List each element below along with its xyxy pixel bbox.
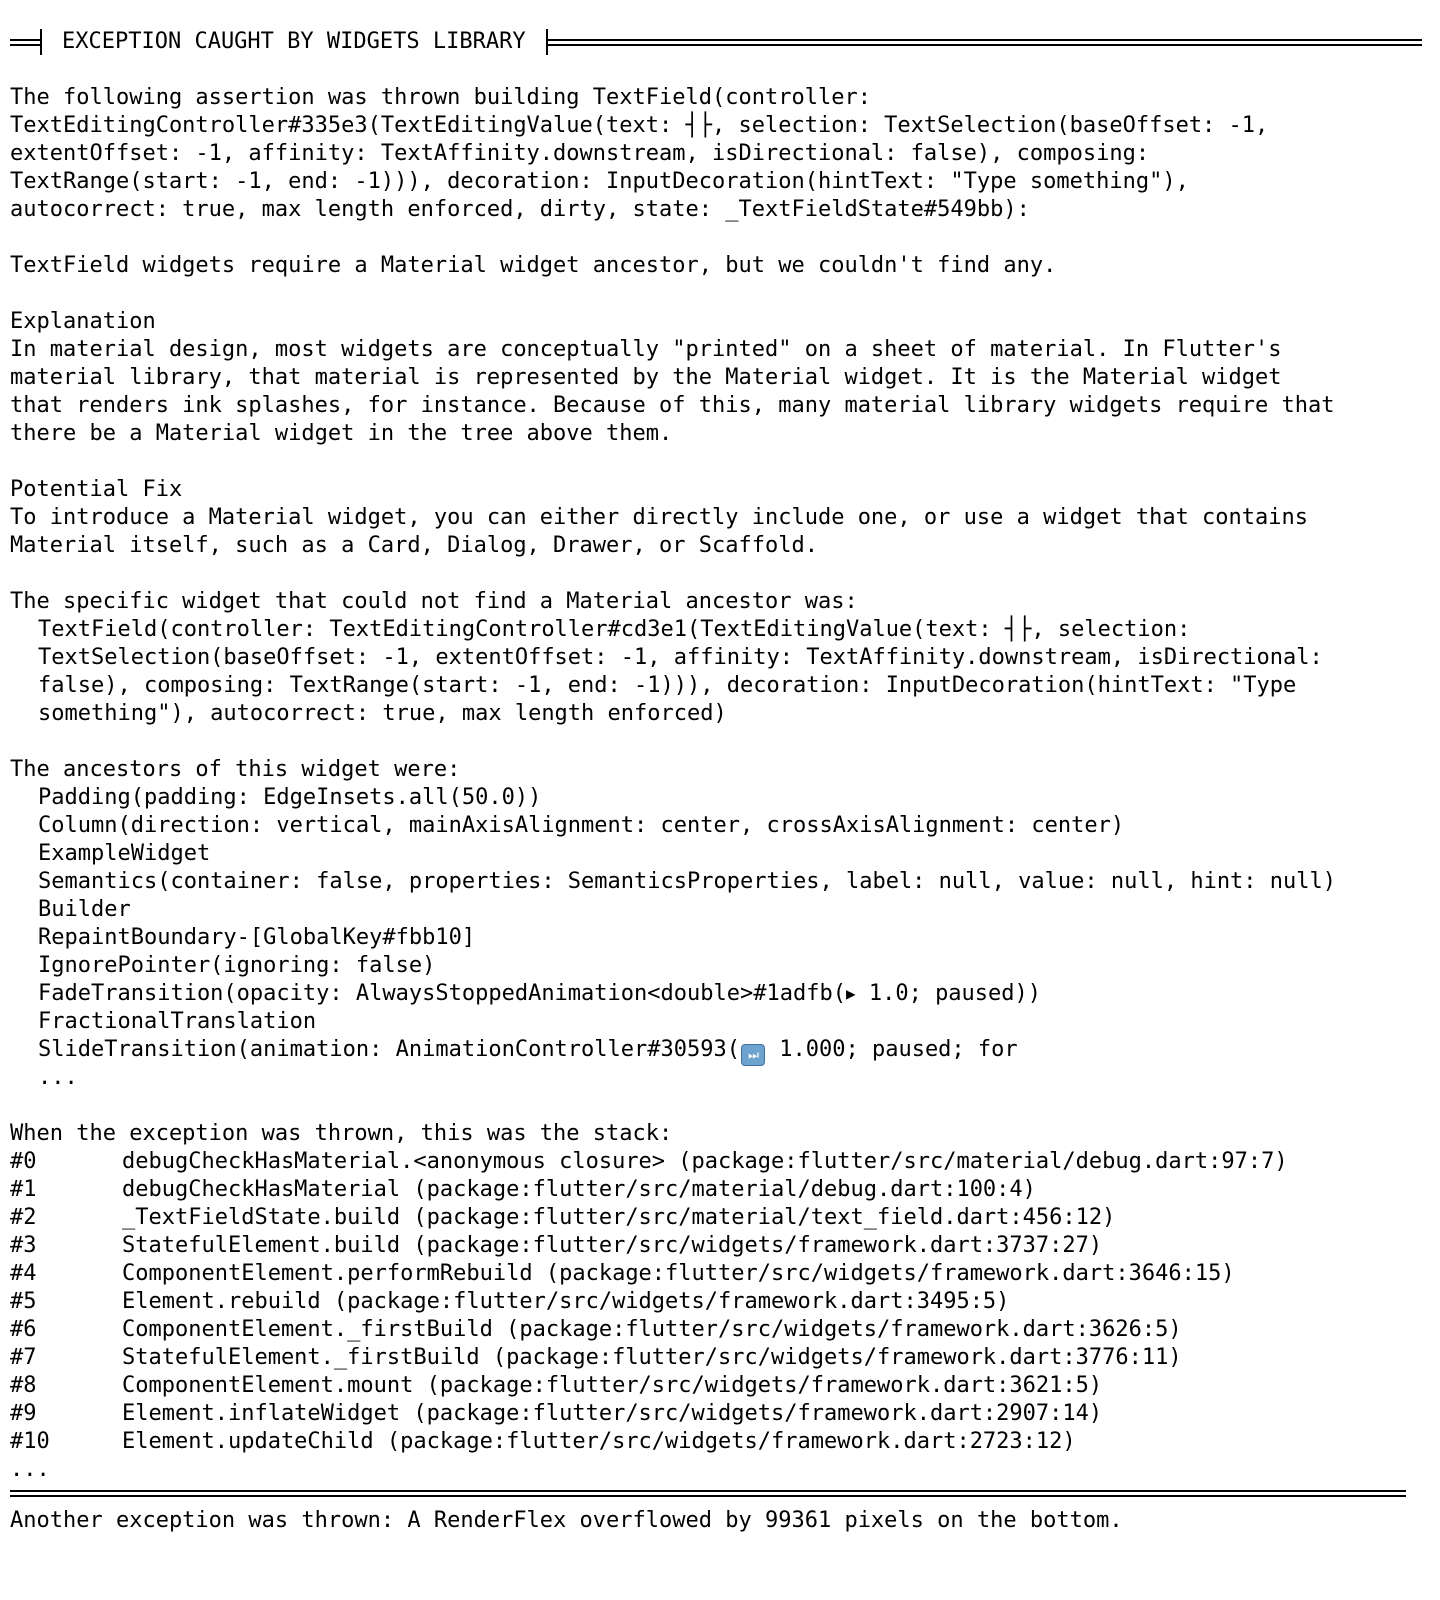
assertion-line: The following assertion was thrown building TextField(controller:: [10, 85, 871, 110]
stack-frame: [10, 1372, 1430, 1400]
frame-number: #5: [10, 1289, 37, 1314]
frame-location: StatefulElement._firstBuild (package:flutter/src/widgets/framework.dart:3776:11): [122, 1345, 1182, 1370]
ancestor-item: Semantics(container: false, properties: SemanticsProperties, label: null, value: null, hint: null): [38, 869, 1337, 894]
frame-number: #10: [10, 1429, 50, 1454]
potential-fix-section: [10, 476, 1430, 560]
frame-number: #0: [10, 1149, 37, 1174]
explanation-line: In material design, most widgets are conceptually "printed" on a sheet of material. In Flutter's: [10, 337, 1282, 362]
ancestors-ellipsis: ...: [38, 1065, 78, 1090]
play-icon: ▶: [845, 984, 856, 1003]
fade-suffix: 1.0; paused)): [855, 981, 1042, 1006]
fast-forward-icon: ⏭: [741, 1044, 765, 1066]
ancestor-item: RepaintBoundary-[GlobalKey#fbb10]: [38, 925, 476, 950]
fade-prefix: FadeTransition(opacity: AlwaysStoppedAnimation<double>#1adfb(: [38, 981, 846, 1006]
stack-frame: [10, 1428, 1430, 1456]
frame-number: #7: [10, 1345, 37, 1370]
stack-trace-section: [10, 1120, 1430, 1484]
error-message: TextField widgets require a Material widget ancestor, but we couldn't find any.: [10, 253, 1057, 278]
frame-location: ComponentElement.mount (package:flutter/src/widgets/framework.dart:3621:5): [122, 1373, 1103, 1398]
frame-location: debugCheckHasMaterial.<anonymous closure> (package:flutter/src/material/debug.dart:97:7): [122, 1149, 1288, 1174]
frame-location: ComponentElement.performRebuild (package:flutter/src/widgets/framework.dart:3646:15): [122, 1261, 1235, 1286]
stack-frame: [10, 1260, 1430, 1288]
stack-frame: [10, 1232, 1430, 1260]
slide-prefix: SlideTransition(animation: AnimationController#30593(: [38, 1037, 740, 1062]
ancestor-item: FractionalTranslation: [38, 1009, 317, 1034]
frame-location: Element.inflateWidget (package:flutter/src/widgets/framework.dart:2907:14): [122, 1401, 1103, 1426]
assertion-line: TextEditingController#335e3(TextEditingValue(text: ┤├, selection: TextSelection(baseOffset: -1,: [10, 113, 1269, 138]
frame-number: #6: [10, 1317, 37, 1342]
frame-location: _TextFieldState.build (package:flutter/src/material/text_field.dart:456:12): [122, 1205, 1116, 1230]
stack-frame: [10, 1204, 1430, 1232]
ancestor-item: Padding(padding: EdgeInsets.all(50.0)): [38, 785, 542, 810]
frame-number: #8: [10, 1373, 37, 1398]
assertion-line: autocorrect: true, max length enforced, dirty, state: _TextFieldState#549bb):: [10, 197, 1030, 222]
stack-frame: [10, 1344, 1430, 1372]
fix-heading: Potential Fix: [10, 477, 183, 502]
ancestor-item: Column(direction: vertical, mainAxisAlignment: center, crossAxisAlignment: center): [38, 813, 1125, 838]
frame-location: debugCheckHasMaterial (package:flutter/src/material/debug.dart:100:4): [122, 1177, 1036, 1202]
frame-number: #3: [10, 1233, 37, 1258]
specific-line: TextSelection(baseOffset: -1, extentOffset: -1, affinity: TextAffinity.downstream, isDirectional:: [38, 645, 1323, 670]
exception-header: [10, 26, 1422, 58]
frame-number: #4: [10, 1261, 37, 1286]
header-rule-right: [548, 39, 1422, 46]
stack-frame: [10, 1148, 1430, 1176]
console-output[interactable]: [10, 84, 1430, 1535]
stack-heading: When the exception was thrown, this was the stack:: [10, 1121, 673, 1146]
frame-number: #1: [10, 1177, 37, 1202]
slide-suffix: 1.000; paused; for: [766, 1037, 1018, 1062]
fix-line: Material itself, such as a Card, Dialog, Drawer, or Scaffold.: [10, 533, 818, 558]
explanation-line: there be a Material widget in the tree above them.: [10, 421, 673, 446]
header-rule-left: [10, 39, 40, 46]
frame-location: Element.updateChild (package:flutter/src/widgets/framework.dart:2723:12): [122, 1429, 1076, 1454]
stack-frame: [10, 1400, 1430, 1428]
assertion-line: TextRange(start: -1, end: -1))), decoration: InputDecoration(hintText: "Type something"),: [10, 169, 1189, 194]
ancestor-item: ExampleWidget: [38, 841, 211, 866]
frame-location: ComponentElement._firstBuild (package:flutter/src/widgets/framework.dart:3626:5): [122, 1317, 1182, 1342]
another-exception-message: Another exception was thrown: A RenderFlex overflowed by 99361 pixels on the bottom.: [10, 1508, 1123, 1533]
frame-location: Element.rebuild (package:flutter/src/widgets/framework.dart:3495:5): [122, 1289, 1010, 1314]
stack-ellipsis: ...: [10, 1457, 50, 1482]
ancestor-item: IgnorePointer(ignoring: false): [38, 953, 436, 978]
explanation-heading: Explanation: [10, 309, 156, 334]
ancestors-heading: The ancestors of this widget were:: [10, 757, 461, 782]
assertion-block: [10, 84, 1430, 224]
stack-frame: [10, 1176, 1430, 1204]
frame-number: #9: [10, 1401, 37, 1426]
frame-number: #2: [10, 1205, 37, 1230]
specific-line: TextField(controller: TextEditingController#cd3e1(TextEditingValue(text: ┤├, selection:: [38, 617, 1191, 642]
explanation-line: that renders ink splashes, for instance. Because of this, many material library widgets require that: [10, 393, 1335, 418]
exception-title: EXCEPTION CAUGHT BY WIDGETS LIBRARY: [62, 29, 526, 54]
assertion-line: extentOffset: -1, affinity: TextAffinity.downstream, isDirectional: false), composing:: [10, 141, 1150, 166]
ancestors-section: [10, 756, 1430, 1092]
ancestor-item-slide-transition: [10, 1036, 1430, 1064]
ancestor-item-fade-transition: [10, 980, 1430, 1008]
ancestor-item: Builder: [38, 897, 131, 922]
footer-rule: [10, 1490, 1406, 1497]
frame-location: StatefulElement.build (package:flutter/src/widgets/framework.dart:3737:27): [122, 1233, 1103, 1258]
explanation-line: material library, that material is represented by the Material widget. It is the Material widget: [10, 365, 1282, 390]
specific-heading: The specific widget that could not find a Material ancestor was:: [10, 589, 858, 614]
stack-frame: [10, 1288, 1430, 1316]
fix-line: To introduce a Material widget, you can either directly include one, or use a widget that contains: [10, 505, 1309, 530]
stack-frame: [10, 1316, 1430, 1344]
specific-line: something"), autocorrect: true, max length enforced): [38, 701, 727, 726]
specific-widget-section: [10, 588, 1430, 728]
explanation-section: [10, 308, 1430, 448]
specific-line: false), composing: TextRange(start: -1, end: -1))), decoration: InputDecoration(hintText: "Type: [38, 673, 1297, 698]
